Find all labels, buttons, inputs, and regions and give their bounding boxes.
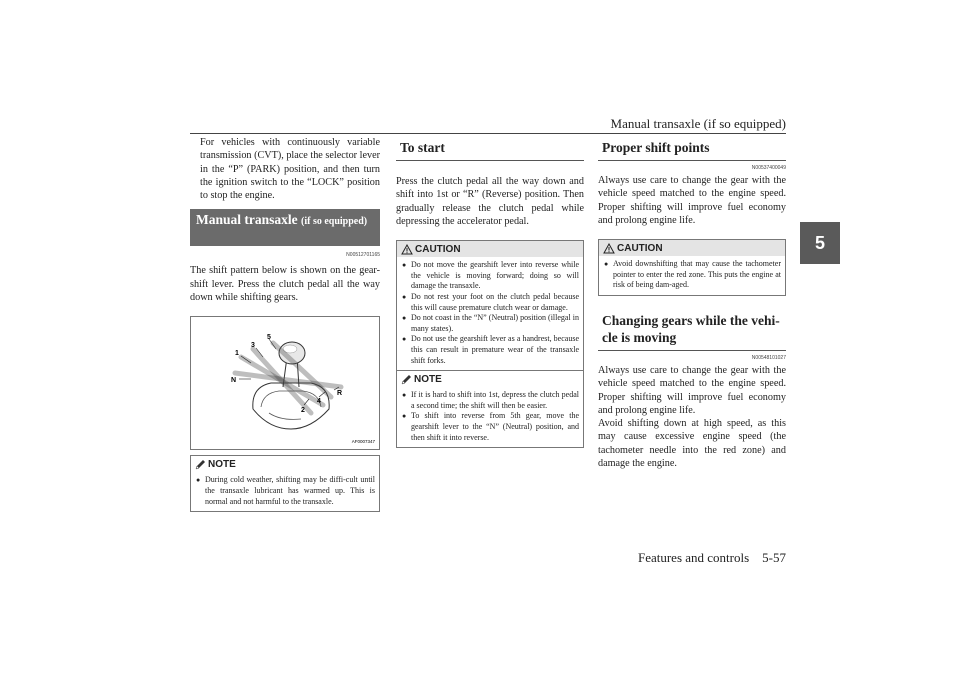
gear-label-n: N <box>231 377 237 385</box>
gear-label-3: 3 <box>251 342 255 350</box>
gear-shift-illustration <box>191 317 379 449</box>
gear-label-4: 4 <box>317 398 321 406</box>
caution-item: ● Do not rest your foot on the clutch pedal because this will cause premature clutch wear or damage. <box>411 292 579 313</box>
warning-triangle-icon <box>401 244 413 255</box>
shift-pattern-paragraph: The shift pattern below is shown on the gear-shift lever. Press the clutch pedal all the way down while shifting gears. <box>190 265 380 304</box>
shift-pattern-figure <box>190 316 380 450</box>
caution-label: CAUTION <box>617 242 663 254</box>
section-heading-changing-gears: Changing gears while the vehi-cle is moving <box>598 312 786 351</box>
section-title: Manual transaxle <box>196 212 298 228</box>
note-pencil-icon <box>195 459 206 470</box>
caution-header <box>397 241 583 257</box>
column-1 <box>190 134 380 512</box>
section-heading-to-start: To start <box>396 139 584 161</box>
gear-label-2: 2 <box>301 407 305 415</box>
note-list <box>397 387 583 447</box>
caution-list <box>599 256 785 295</box>
gear-label-1: 1 <box>235 350 239 358</box>
section-heading-manual-transaxle <box>190 209 380 246</box>
caution-box <box>598 239 786 296</box>
column-3 <box>598 134 786 470</box>
note-label: NOTE <box>414 373 442 385</box>
warning-triangle-icon <box>603 243 615 254</box>
note-list <box>191 472 379 511</box>
to-start-paragraph: Press the clutch pedal all the way down and shift into 1st or “R” (Reverse) position. Then gradually release the clutch pedal while depressing the accelerator pedal. <box>396 176 584 227</box>
section-code: N00537400049 <box>751 165 786 171</box>
caution-list <box>397 257 583 370</box>
note-item: ● During cold weather, shifting may be diffi-cult until the transaxle lubricant has warmed up. This is normal and not harmful to the transaxle. <box>205 475 375 507</box>
gear-label-5: 5 <box>267 334 271 342</box>
note-box <box>396 371 584 448</box>
section-title-qualifier: (if so equipped) <box>301 216 368 228</box>
caution-item: ● Do not move the gearshift lever into reverse while the vehicle is moving forward; doing so will damage the transaxle. <box>411 260 579 292</box>
note-item: ● If it is hard to shift into 1st, depress the clutch pedal a second time; the shift will then be easier. <box>411 390 579 411</box>
note-item: ● To shift into reverse from 5th gear, move the gearshift lever to the “N” (Neutral) position, and then shift it into reverse. <box>411 411 579 443</box>
section-heading-proper-shift-points: Proper shift points <box>598 139 786 161</box>
caution-item: ● Avoid downshifting that may cause the tachometer pointer to enter the red zone. This puts the engine at risk of being dam-aged. <box>613 259 781 291</box>
caution-item: ● Do not use the gearshift lever as a handrest, because this can result in premature wear of the transaxle shift forks. <box>411 334 579 366</box>
figure-id: AF0007347 <box>351 439 375 445</box>
page-footer: Features and controls 5-57 <box>637 550 786 565</box>
section-code: N00548101027 <box>751 354 786 361</box>
caution-box <box>396 240 584 371</box>
caution-item: ● Do not coast in the “N” (Neutral) position (illegal in many states). <box>411 313 579 334</box>
caution-header <box>599 240 785 256</box>
note-box <box>190 455 380 512</box>
gear-label-r: R <box>337 390 343 398</box>
note-label: NOTE <box>208 458 236 470</box>
chapter-tab: 5 <box>800 222 840 264</box>
caution-label: CAUTION <box>415 243 461 255</box>
note-pencil-icon <box>401 374 412 385</box>
note-header <box>191 456 379 472</box>
page-header-title: Manual transaxle (if so equipped) <box>610 116 786 131</box>
column-2 <box>396 134 584 448</box>
intro-paragraph: For vehicles with continuously variable transmission (CVT), place the selector lever in the “P” (PARK) position, and then turn the ignition switch to the “LOCK” position to stop the engine. <box>200 137 380 202</box>
section-code: N00512701165 <box>346 252 380 259</box>
proper-shift-paragraph: Always use care to change the gear with the vehicle speed matched to the engine speed. Proper shifting will improve fuel economy and prolong engine life. <box>598 175 786 226</box>
note-header <box>397 371 583 387</box>
changing-gears-paragraph: Always use care to change the gear with the vehicle speed matched to the engine speed. Proper shifting will improve fuel economy and prolong engine life. Avoid shifting down at high speed, as this may cause excessive engine speed (the tachometer needle into the red zone) and damage the engine. <box>598 364 786 470</box>
